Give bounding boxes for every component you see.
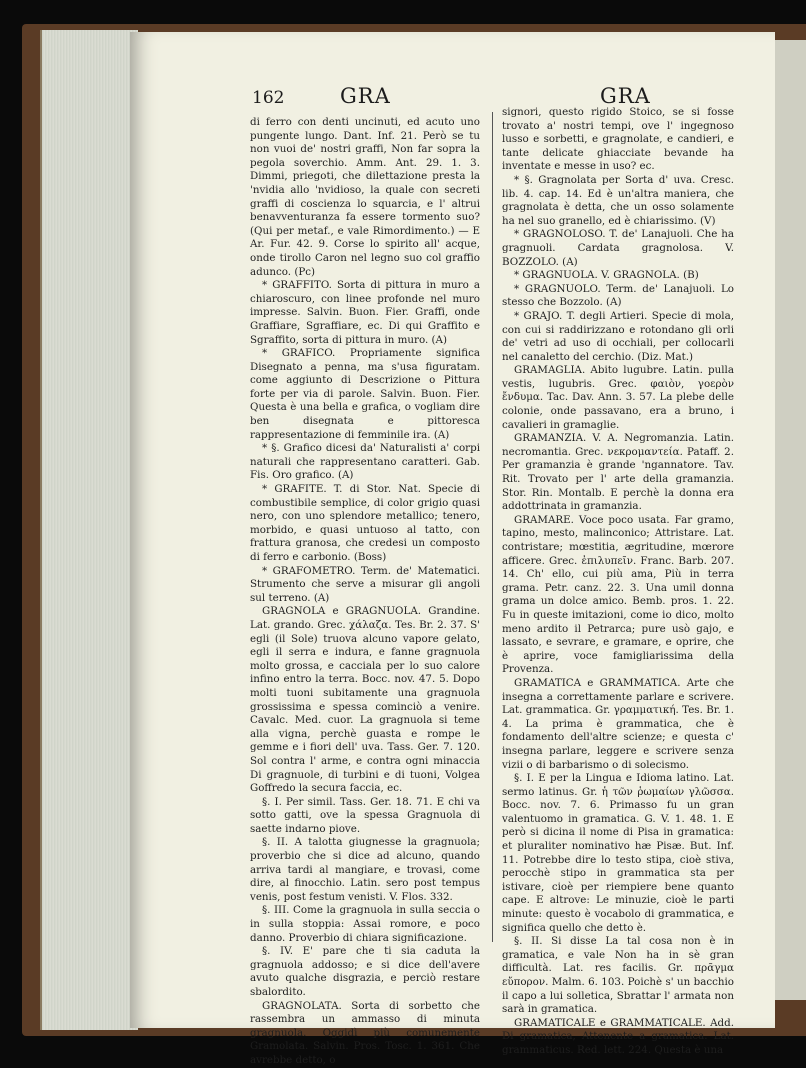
dictionary-entry: §. II. A talotta giugnesse la gragnuola; proverbio che si dice ad alcuno, quando arriva tardi al mangiare, e trovasi, come dire, al finocchio. Latin. sero post tempus venis, post festum venisti. V. Flos. 332. — [250, 836, 480, 903]
dictionary-entry: GRAMANZIA. V. A. Negromanzia. Latin. necromantia. Grec. νεκρομαντεία. Pataff. 2. Per gramanzia è grande 'ngannatore. Tav. Rit. Trovato per l' arte della gramanzia. Stor. Rin. Montalb. E perchè la donna era addottrinata in gramanzia. — [502, 432, 734, 513]
dictionary-entry: di ferro con denti uncinuti, ed acuto uno pungente lungo. Dant. Inf. 21. Però se tu non vuoi de' nostri graffi, Non far sopra la pegola soverchio. Amm. Ant. 29. 1. 3. Dimmi, priegoti, che dilettazione presta la 'nvidia allo 'nvidioso, la quale con secreti graffi di coscienza lo squarcia, e l' altrui benavventuranza fa essere tormento suo? (Qui per metaf., e vale Rimordimento.) — E Ar. Fur. 42. 9. Corse lo spirito all' acque, onde tirollo Caron nel legno suo col graffio adunco. (Pc) — [250, 116, 480, 278]
dictionary-entry: * GRAGNUOLO. Term. de' Lanajuoli. Lo stesso che Bozzolo. (A) — [502, 282, 734, 309]
left-running-head: GRA — [340, 84, 391, 108]
dictionary-entry: * GRAJO. T. degli Artieri. Specie di mola, con cui si raddirizzano e rotondano gli orli de' vetri ad uso di occhiali, per collocarli nel canaletto del cerchio. (Diz. Mat.) — [502, 309, 734, 363]
right-running-head: GRA — [600, 84, 651, 108]
left-column — [250, 116, 480, 1068]
dictionary-entry: * GRAFOMETRO. Term. de' Matematici. Strumento che serve a misurar gli angoli sul terreno. (A) — [250, 564, 480, 604]
dictionary-entry: GRAMATICALE e GRAMMATICALE. Add. Di gramatica, Attenente a gramatica. Lat. grammaticus. Red. lett. 224. Questa è una — [502, 1016, 734, 1056]
dictionary-entry: * GRAGNOLOSO. T. de' Lanajuoli. Che ha gragnuoli. Cardata gragnolosa. V. BOZZOLO. (A) — [502, 228, 734, 268]
dictionary-entry: GRAMATICA e GRAMMATICA. Arte che insegna a correttamente parlare e scrivere. Lat. grammatica. Gr. γραμματική. Tes. Br. 1. 4. La prima è grammatica, che è fondamento dell'altre scienze; e questa c' insegna parlare, leggere e scrivere senza vizii o di barbarismo o di solecismo. — [502, 676, 734, 771]
dictionary-entry: signori, questo rigido Stoico, se si fosse trovato a' nostri tempi, ove l' ingegnoso lusso e sorbetti, e gragnolate, e candieri, e tante delicate ghiacciate bevande ha inventate e messe in uso? ec. — [502, 106, 734, 173]
dictionary-entry: * §. Gragnolata per Sorta d' uva. Cresc. lib. 4. cap. 14. Ed è un'altra maniera, che gragnolata è detta, che un osso solamente ha nel suo granello, ed è chiarissimo. (V) — [502, 173, 734, 227]
page-edges — [40, 30, 138, 1030]
right-column — [502, 106, 734, 1058]
dictionary-entry: GRAMARE. Voce poco usata. Far gramo, tapino, mesto, malinconico; Attristare. Lat. contristare; mœstitia, ægritudine, mœrore afficere. Grec. ἐπιλυπεῖν. Franc. Barb. 207. 14. Ch' ello, cui più ama, Più in terra grama. Petr. canz. 22. 3. Una umil donna grama un dolce amico. Bemb. pros. 1. 22. Fu in queste imitazioni, come io dico, molto meno ardito il Petrarca; pure usò gajo, e lassato, e sevrare, e gramare, e oprire, che è aprire, voce famigliarissima della Provenza. — [502, 513, 734, 676]
column-divider — [492, 112, 493, 942]
dictionary-entry: §. I. Per simil. Tass. Ger. 18. 71. E chi va sotto gatti, ove la spessa Gragnuola di saette indarno piove. — [250, 795, 480, 835]
dictionary-entry: GRAMAGLIA. Abito lugubre. Latin. pulla vestis, lugubris. Grec. φαιὸν, γοερὸν ἔνδυμα. Tac. Dav. Ann. 3. 57. La plebe delle colonie, onde passavano, era a bruno, i cavalieri in gramaglie. — [502, 364, 734, 431]
dictionary-entry: * §. Grafico dicesi da' Naturalisti a' corpi naturali che rappresentano caratteri. Gab. Fis. Oro grafico. (A) — [250, 442, 480, 482]
dictionary-entry: * GRAFICO. Propriamente significa Disegnato a penna, ma s'usa figuratam. come aggiunto di Descrizione o Pittura forte per via di parole. Salvin. Buon. Fier. Questa è una bella e grafica, o vogliam dire ben disegnata e pittoresca rappresentazione di femminile ira. (A) — [250, 347, 480, 441]
page — [130, 32, 775, 1066]
dictionary-entry: GRAGNOLA e GRAGNUOLA. Grandine. Lat. grando. Grec. χάλαζα. Tes. Br. 2. 37. S' egli (il Sole) truova alcuno vapore gelato, egli il serra e indura, e fanne gragnuola molto grossa, e cacciala per lo suo calore infino entro la terra. Bocc. nov. 47. 5. Dopo molti tuoni subitamente una gragnuola grossissima e spessa cominciò a venire. Cavalc. Med. cuor. La gragnuola si teme alla vigna, perchè guasta e rompe le gemme e i fiori dell' uva. Tass. Ger. 7. 120. Sol contra l' arme, e contra ogni minaccia Di gragnuole, di turbini e di tuoni, Volgea Goffredo la secura faccia, ec. — [250, 605, 480, 795]
facing-page-edge — [775, 40, 806, 1000]
dictionary-entry: * GRAFFITO. Sorta di pittura in muro a chiaroscuro, con linee profonde nel muro impresse. Salvin. Buon. Fier. Graffi, onde Graffiare, Sgraffiare, ec. Di qui Graffito e Sgraffito, sorta di pittura in muro. (A) — [250, 279, 480, 346]
dictionary-entry: §. I. E per la Lingua e Idioma latino. Lat. sermo latinus. Gr. ἡ τῶν ῥωμαίων γλῶσσα. Bocc. nov. 7. 6. Primasso fu un gran valentuomo in gramatica. G. V. 1. 48. 1. E però si dicina il nome di Pisa in gramatica: et pluraliter nominativo hæ Pisæ. But. Inf. 11. Potrebbe dire lo testo stipa, cioè stiva, perocchè stipo in grammatica sta per istivare, cioè per riempiere bene quanto cape. E altrove: Le minuzie, cioè le parti minute: questo è vocabolo di grammatica, e significa quello che detto è. — [502, 772, 734, 934]
dictionary-entry: GRAGNOLATA. Sorta di sorbetto che rassembra un ammasso di minuta gragnuola. Oggidì più comunemente Gramolata. Salvin. Pros. Tosc. 1. 361. Che avrebbe detto, o — [250, 999, 480, 1066]
dictionary-entry: * GRAFITE. T. di Stor. Nat. Specie di combustibile semplice, di color grigio quasi nero, con uno splendore metallico; tenero, morbido, e quasi untuoso al tatto, con frattura granosa, che credesi un composto di ferro e carbonio. (Boss) — [250, 483, 480, 563]
dictionary-entry: §. II. Si disse La tal cosa non è in gramatica, e vale Non ha in sè gran difficultà. Lat. res facilis. Gr. πρᾶγμα εὔπορον. Malm. 6. 103. Poichè s' un bacchio il capo a lui solletica, Sbrattar l' armata non sarà in gramatica. — [502, 935, 734, 1016]
page-number: 162 — [252, 88, 285, 108]
dictionary-entry: §. IV. E' pare che ti sia caduta la gragnuola addosso; e si dice dell'avere avuto qualche disgrazia, e perciò restare sbalordito. — [250, 945, 480, 998]
dictionary-entry: * GRAGNUOLA. V. GRAGNOLA. (B) — [514, 269, 699, 282]
dictionary-entry: §. III. Come la gragnuola in sulla seccia o in sulla stoppia: Assai romore, e poco danno. Proverbio di chiara significazione. — [250, 904, 480, 944]
